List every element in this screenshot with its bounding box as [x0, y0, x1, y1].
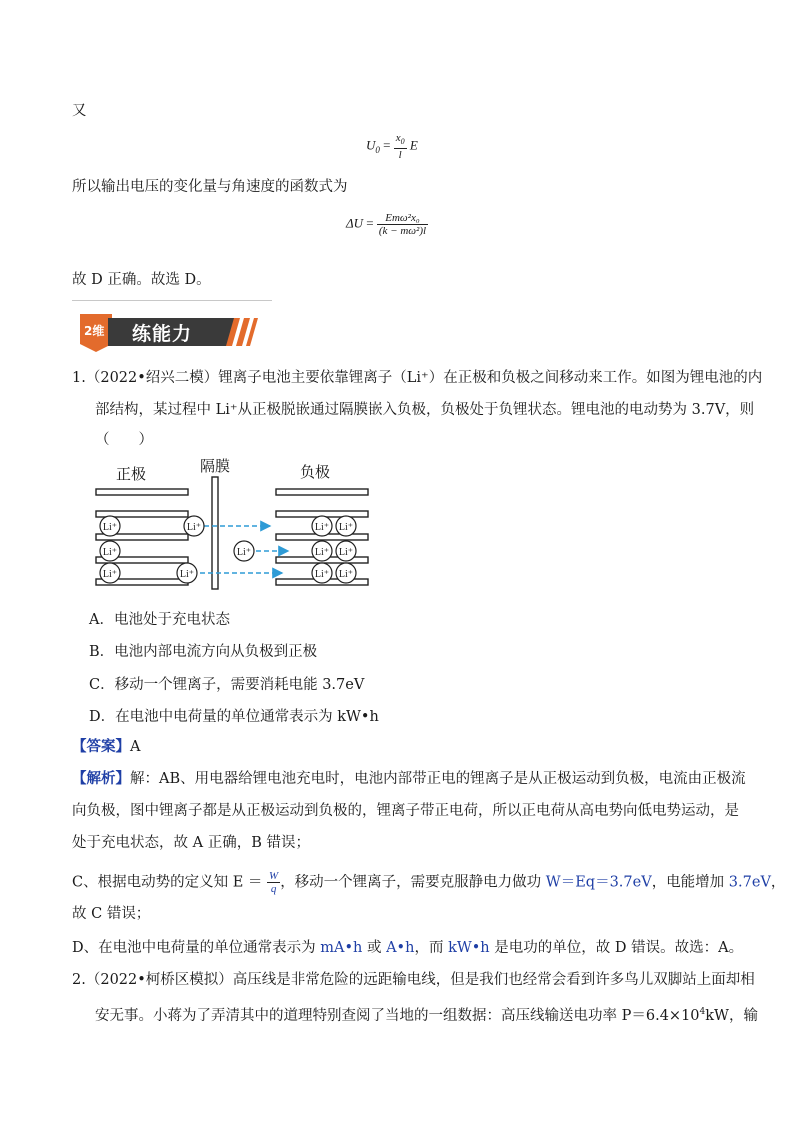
option-a[interactable]: A．电池处于充电状态 — [89, 612, 230, 628]
analysis-line5: 故 C 错误； — [72, 906, 151, 922]
svg-text:Li⁺: Li⁺ — [314, 522, 330, 533]
svg-text:Li⁺: Li⁺ — [338, 522, 354, 533]
analysis-line1: 【解析】解：AB、用电器给锂电池充电时，电池内部带正电的锂离子是从正极运动到负极，电流由正极流 — [72, 770, 746, 787]
text-conclusion: 故 D 正确。故选 D。 — [72, 272, 211, 288]
svg-text:Li⁺: Li⁺ — [236, 547, 252, 558]
section-badge: 2维 — [84, 324, 105, 338]
svg-text:Li⁺: Li⁺ — [102, 569, 118, 580]
analysis-c: C、根据电动势的定义知 E ＝ $\frac{W}{q}$ ，移动一个锂离子，需要克服静电力做功 W＝Eq＝3.7eV，电能增加 3.7eV， — [72, 870, 786, 895]
divider — [72, 300, 272, 301]
q1-line3: （ ） — [95, 432, 153, 448]
text-you: 又 — [72, 103, 87, 119]
option-d[interactable]: D．在电池中电荷量的单位通常表示为 kW•h — [89, 709, 379, 725]
analysis-line3: 处于充电状态，故 A 正确，B 错误； — [72, 835, 310, 851]
section-header — [78, 314, 258, 352]
analysis-d: D、在电池中电荷量的单位通常表示为 mA•h 或 A•h，而 kW•h 是电功的单位，故 D 错误。故选：A。 — [72, 940, 744, 956]
q2-line1: 2.（2022•柯桥区模拟）高压线是非常危险的远距输电线，但是我们也经常会看到许多鸟儿双脚站上面却相 — [72, 972, 755, 988]
equation-delta-u: ΔU = $\frac{\text{Emω²x₀}}{\text{(k − mω²)l}}$ — [346, 212, 427, 237]
q1-line1: 1.（2022•绍兴二模）锂离子电池主要依靠锂离子（Li⁺）在正极和负极之间移动来工作。如图为锂电池的内 — [72, 370, 763, 386]
text-function-intro: 所以输出电压的变化量与角速度的函数式为 — [72, 179, 348, 195]
answer: 【答案】A — [72, 738, 141, 755]
label-negative: 负极 — [300, 463, 331, 481]
svg-text:Li⁺: Li⁺ — [186, 522, 202, 533]
q2-line2: 安无事。小蒋为了弄清其中的道理特别查阅了当地的一组数据：高压线输送电功率 $P=6.4\times 10^4kW$，输 — [95, 1007, 758, 1024]
svg-text:Li⁺: Li⁺ — [314, 547, 330, 558]
svg-text:Li⁺: Li⁺ — [314, 569, 330, 580]
svg-text:Li⁺: Li⁺ — [102, 522, 118, 533]
label-separator: 隔膜 — [200, 457, 231, 475]
option-b[interactable]: B．电池内部电流方向从负极到正极 — [89, 644, 318, 660]
svg-text:Li⁺: Li⁺ — [102, 547, 118, 558]
label-positive: 正极 — [116, 465, 147, 483]
svg-text:Li⁺: Li⁺ — [338, 547, 354, 558]
section-title: 练能力 — [132, 323, 193, 345]
equation-u0: $U_0$ = $\frac{x_0}{l}$ E — [366, 132, 418, 162]
analysis-line2: 向负极，图中锂离子都是从正极运动到负极的，锂离子带正电荷，所以正电荷从高电势向低电势运动，是 — [72, 803, 739, 819]
q1-line2: 部结构，某过程中 Li⁺从正极脱嵌通过隔膜嵌入负极，负极处于负锂状态。锂电池的电动势为 3.7V，则 — [95, 402, 755, 418]
option-c[interactable]: C．移动一个锂离子，需要消耗电能 3.7eV — [89, 677, 365, 693]
svg-text:Li⁺: Li⁺ — [179, 569, 195, 580]
battery-figure — [92, 455, 372, 603]
svg-text:Li⁺: Li⁺ — [338, 569, 354, 580]
